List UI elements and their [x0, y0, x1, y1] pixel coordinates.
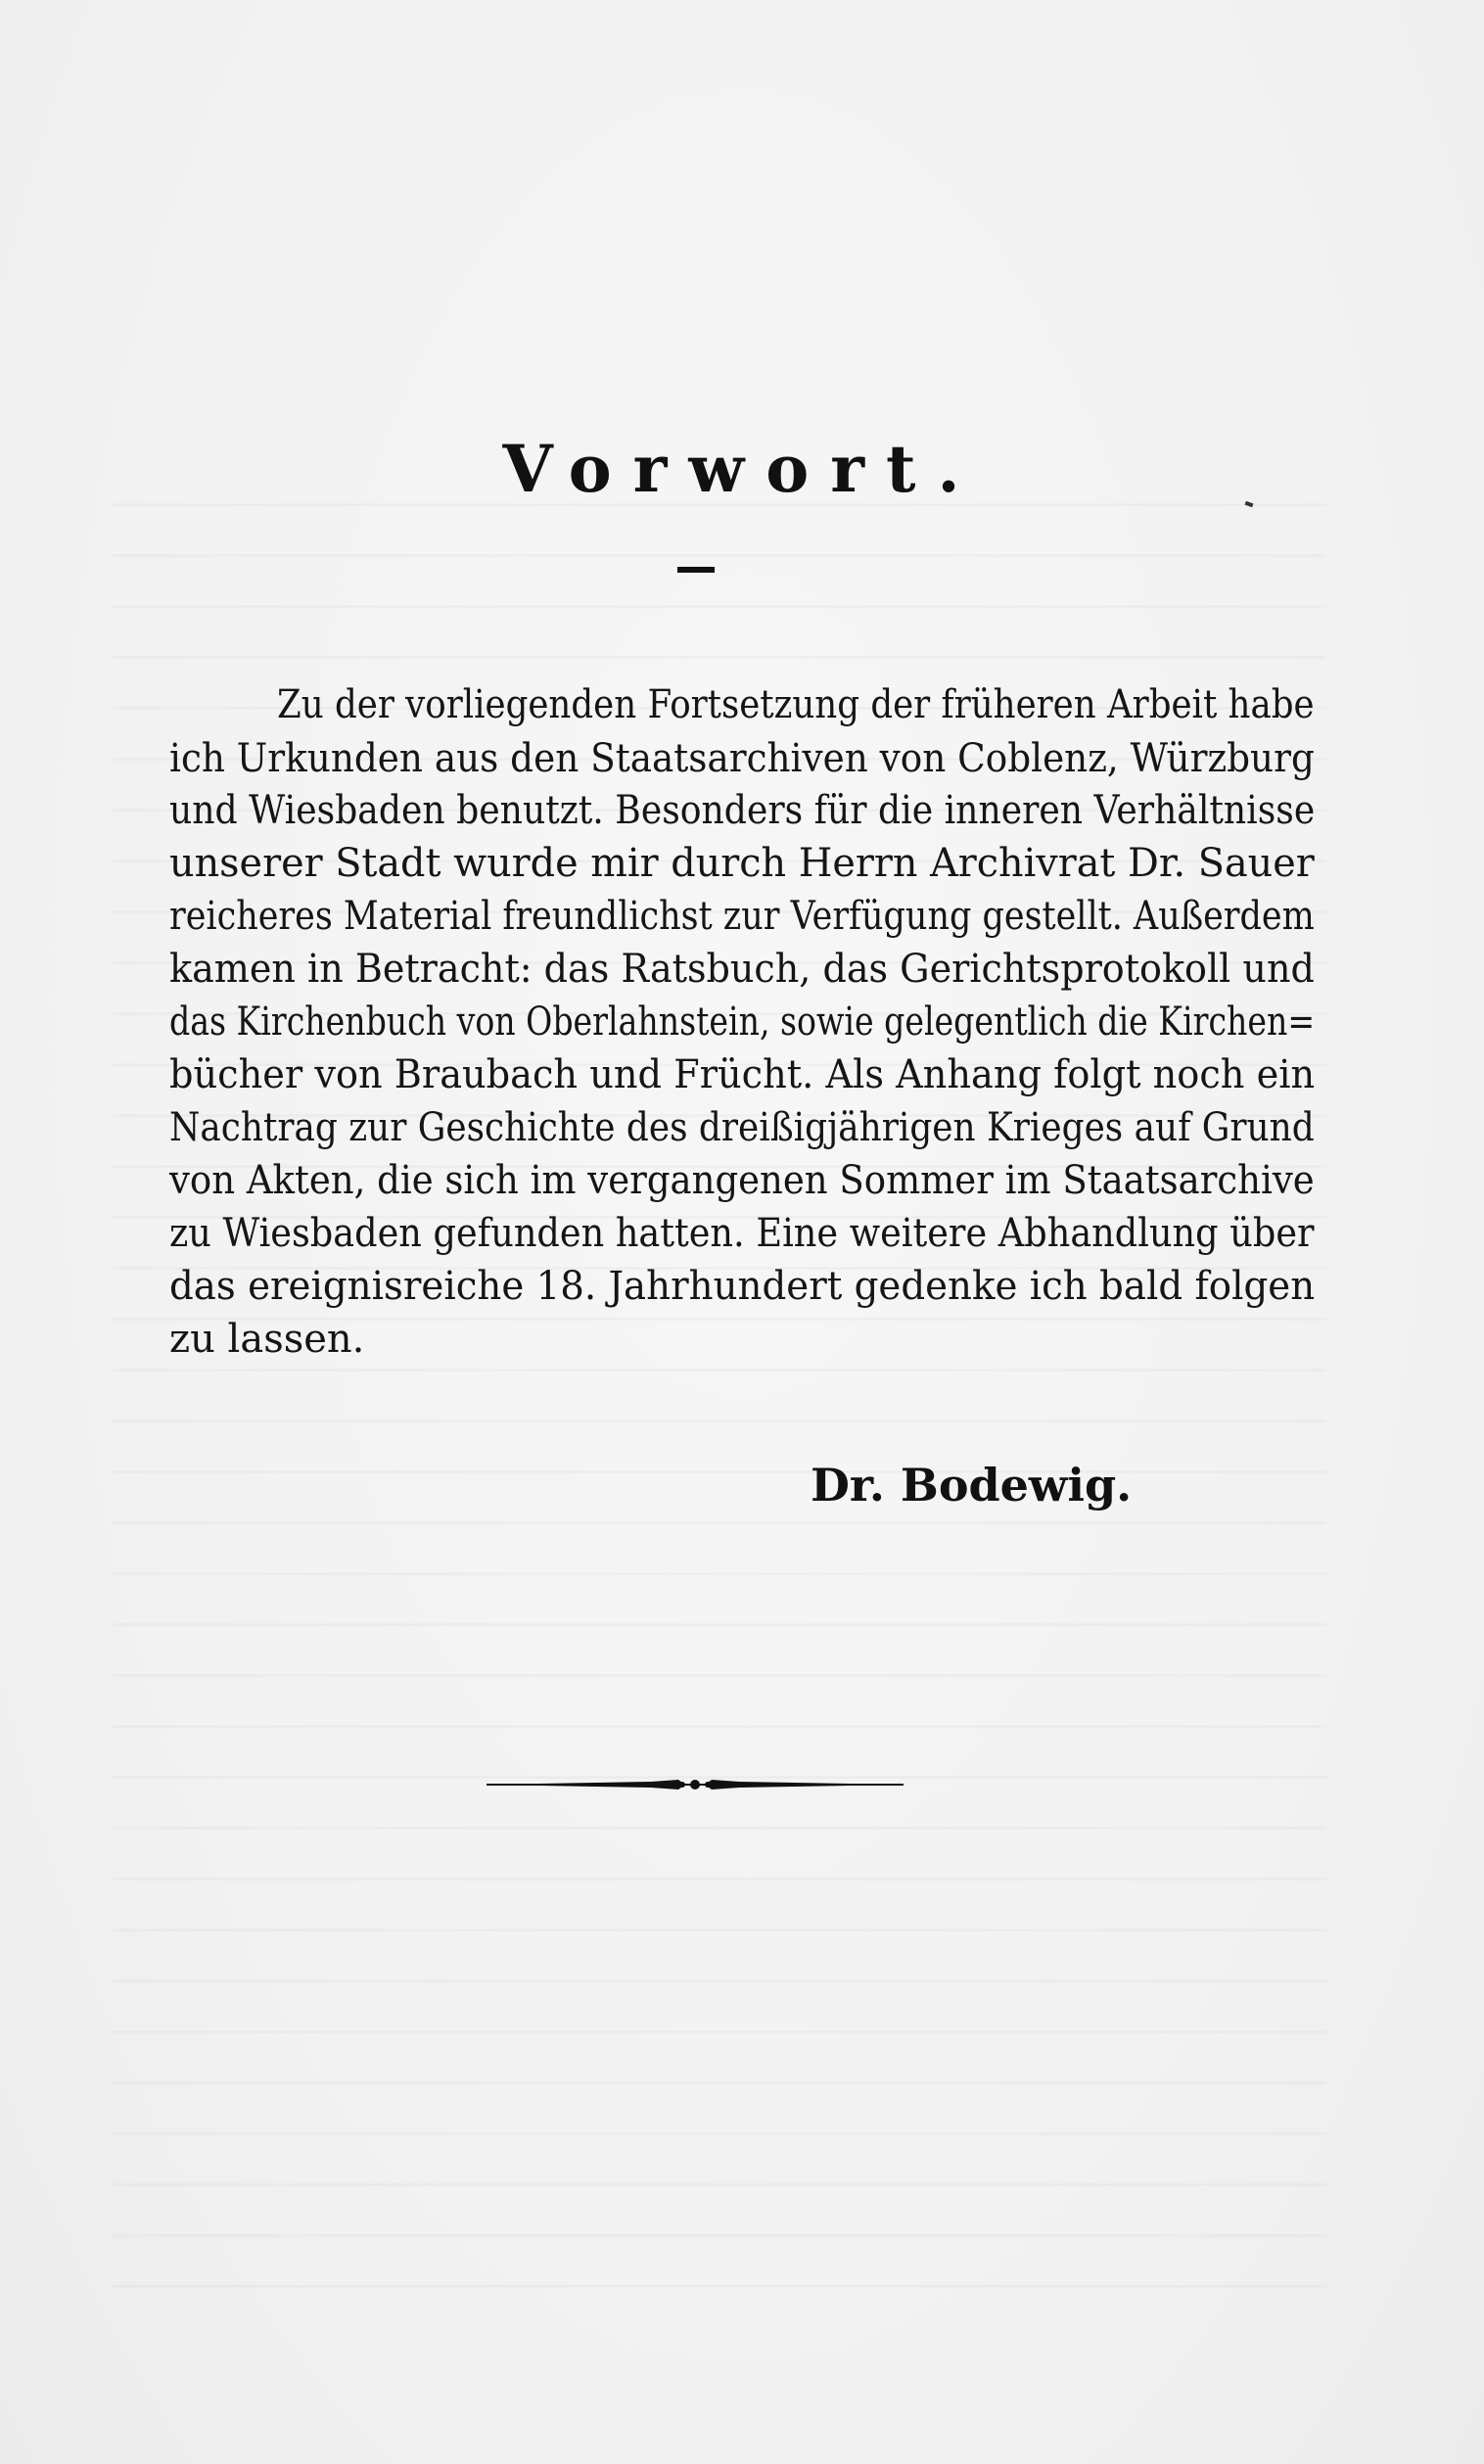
text-line: unserer Stadt wurde mir durch Herrn Archivrat Dr. Sauer	[169, 841, 1315, 886]
text-line: reicheres Material freundlichst zur Verfügung gestellt. Außerdem	[169, 894, 1315, 939]
text-line: von Akten, die sich im vergangenen Sommer im Staatsarchive	[169, 1158, 1315, 1203]
text-line: bücher von Braubach und Frücht. Als Anhang folgt noch ein	[169, 1052, 1316, 1097]
text-line: ich Urkunden aus den Staatsarchiven von Coblenz, Würzburg	[169, 736, 1315, 781]
page-title: Vorwort.	[502, 431, 982, 507]
ornamental-divider	[485, 1770, 905, 1799]
text-line: Nachtrag zur Geschichte des dreißigjährigen Krieges auf Grund	[169, 1105, 1315, 1150]
text-line: zu Wiesbaden gefunden hatten. Eine weitere Abhandlung über	[169, 1211, 1315, 1256]
text-line: kamen in Betracht: das Ratsbuch, das Gerichtsprotokoll und	[169, 947, 1315, 992]
text-line: zu lassen.	[169, 1317, 365, 1362]
text-line: Zu der vorliegenden Fortsetzung der früheren Arbeit habe	[277, 682, 1315, 727]
text-line: und Wiesbaden benutzt. Besonders für die inneren Verhältnisse	[169, 788, 1316, 833]
text-line: das Kirchenbuch von Oberlahnstein, sowie gelegentlich die Kirchen=	[169, 1000, 1316, 1045]
author-signature: Dr. Bodewig.	[811, 1459, 1133, 1511]
text-line: das ereignisreiche 18. Jahrhundert gedenke ich bald folgen	[169, 1264, 1316, 1309]
